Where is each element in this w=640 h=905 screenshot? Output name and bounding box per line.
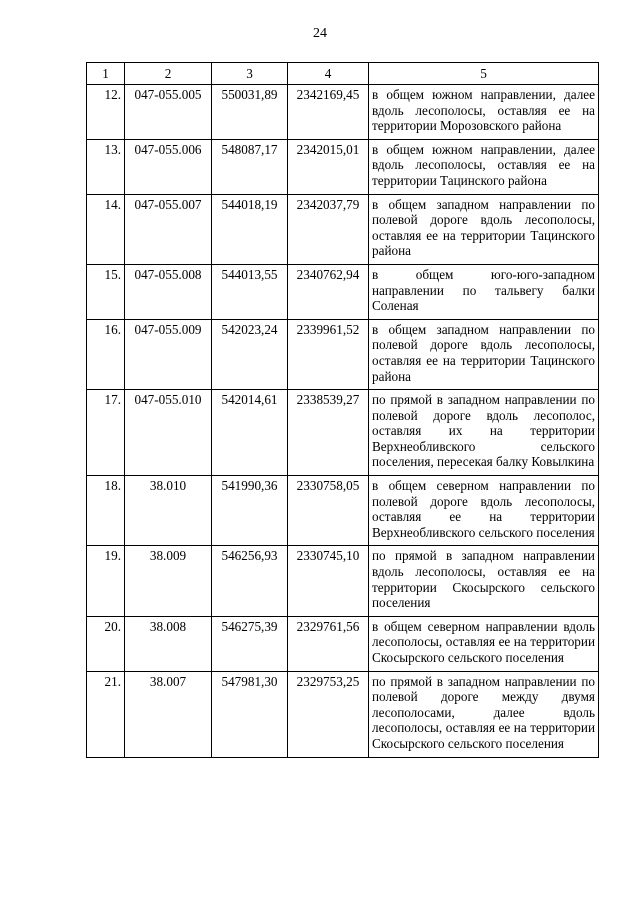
table-row — [87, 546, 599, 616]
coordinate-x: 544018,19 — [212, 194, 288, 264]
header-row — [87, 63, 599, 85]
boundary-description: по прямой в западном направлении по полевой дороге между двумя лесополосами, далее вдоль лесополосы, оставляя ее на территории Скосырского сельского поселения — [369, 671, 599, 757]
header-col-5: 5 — [369, 63, 599, 85]
coordinate-x: 542014,61 — [212, 390, 288, 476]
boundary-description: в общем северном направлении вдоль лесополосы, оставляя ее на территории Скосырского сельского поселения — [369, 616, 599, 671]
table-row — [87, 671, 599, 757]
row-number: 17. — [87, 390, 125, 476]
coordinate-y: 2330745,10 — [288, 546, 369, 616]
coordinate-y: 2342169,45 — [288, 85, 369, 140]
table-row — [87, 194, 599, 264]
coordinate-x: 548087,17 — [212, 139, 288, 194]
coordinate-x: 542023,24 — [212, 319, 288, 389]
row-number: 18. — [87, 476, 125, 546]
header-col-2: 2 — [125, 63, 212, 85]
header-col-4: 4 — [288, 63, 369, 85]
table-row — [87, 616, 599, 671]
point-code: 38.008 — [125, 616, 212, 671]
coordinate-y: 2329761,56 — [288, 616, 369, 671]
coordinate-y: 2330758,05 — [288, 476, 369, 546]
coordinate-y: 2338539,27 — [288, 390, 369, 476]
boundary-description: в общем западном направлении по полевой дороге вдоль лесополосы, оставляя ее на территории Тацинского района — [369, 194, 599, 264]
coordinate-x: 541990,36 — [212, 476, 288, 546]
point-code: 047-055.007 — [125, 194, 212, 264]
point-code: 38.010 — [125, 476, 212, 546]
coordinate-y: 2342037,79 — [288, 194, 369, 264]
row-number: 12. — [87, 85, 125, 140]
header-col-3: 3 — [212, 63, 288, 85]
coordinate-x: 547981,30 — [212, 671, 288, 757]
coordinate-y: 2340762,94 — [288, 264, 369, 319]
row-number: 16. — [87, 319, 125, 389]
table-body — [87, 85, 599, 758]
header-col-1: 1 — [87, 63, 125, 85]
boundary-description: в общем южном направлении, далее вдоль лесополосы, оставляя ее на территории Морозовского района — [369, 85, 599, 140]
row-number: 20. — [87, 616, 125, 671]
table-row — [87, 139, 599, 194]
table-row — [87, 476, 599, 546]
table-row — [87, 319, 599, 389]
boundary-description: в общем южном направлении, далее вдоль лесополосы, оставляя ее на территории Тацинского района — [369, 139, 599, 194]
boundary-points-table — [86, 62, 599, 758]
point-code: 047-055.008 — [125, 264, 212, 319]
boundary-description: в общем северном направлении по полевой дороге вдоль лесополосы, оставляя ее на территории Верхнеобливского сельского поселения — [369, 476, 599, 546]
coordinate-x: 544013,55 — [212, 264, 288, 319]
table-row — [87, 264, 599, 319]
boundary-description: в общем западном направлении по полевой дороге вдоль лесополосы, оставляя ее на территории Тацинского района — [369, 319, 599, 389]
row-number: 19. — [87, 546, 125, 616]
coordinate-y: 2329753,25 — [288, 671, 369, 757]
table-row — [87, 390, 599, 476]
row-number: 13. — [87, 139, 125, 194]
point-code: 047-055.006 — [125, 139, 212, 194]
page-number: 24 — [313, 26, 327, 41]
coordinate-y: 2342015,01 — [288, 139, 369, 194]
row-number: 14. — [87, 194, 125, 264]
coordinate-x: 546275,39 — [212, 616, 288, 671]
table-row — [87, 85, 599, 140]
row-number: 15. — [87, 264, 125, 319]
coordinate-y: 2339961,52 — [288, 319, 369, 389]
point-code: 047-055.005 — [125, 85, 212, 140]
point-code: 38.007 — [125, 671, 212, 757]
table-header — [87, 63, 599, 85]
point-code: 047-055.009 — [125, 319, 212, 389]
point-code: 047-055.010 — [125, 390, 212, 476]
row-number: 21. — [87, 671, 125, 757]
point-code: 38.009 — [125, 546, 212, 616]
boundary-description: в общем юго-юго-западном направлении по тальвегу балки Соленая — [369, 264, 599, 319]
boundary-description: по прямой в западном направлении по полевой дороге вдоль лесополос, оставляя их на территории Верхнеобливского сельского поселения, пересекая балку Ковылкина — [369, 390, 599, 476]
boundary-description: по прямой в западном направлении вдоль лесополосы, оставляя ее на территории Скосырского сельского поселения — [369, 546, 599, 616]
coordinate-x: 550031,89 — [212, 85, 288, 140]
coordinate-x: 546256,93 — [212, 546, 288, 616]
